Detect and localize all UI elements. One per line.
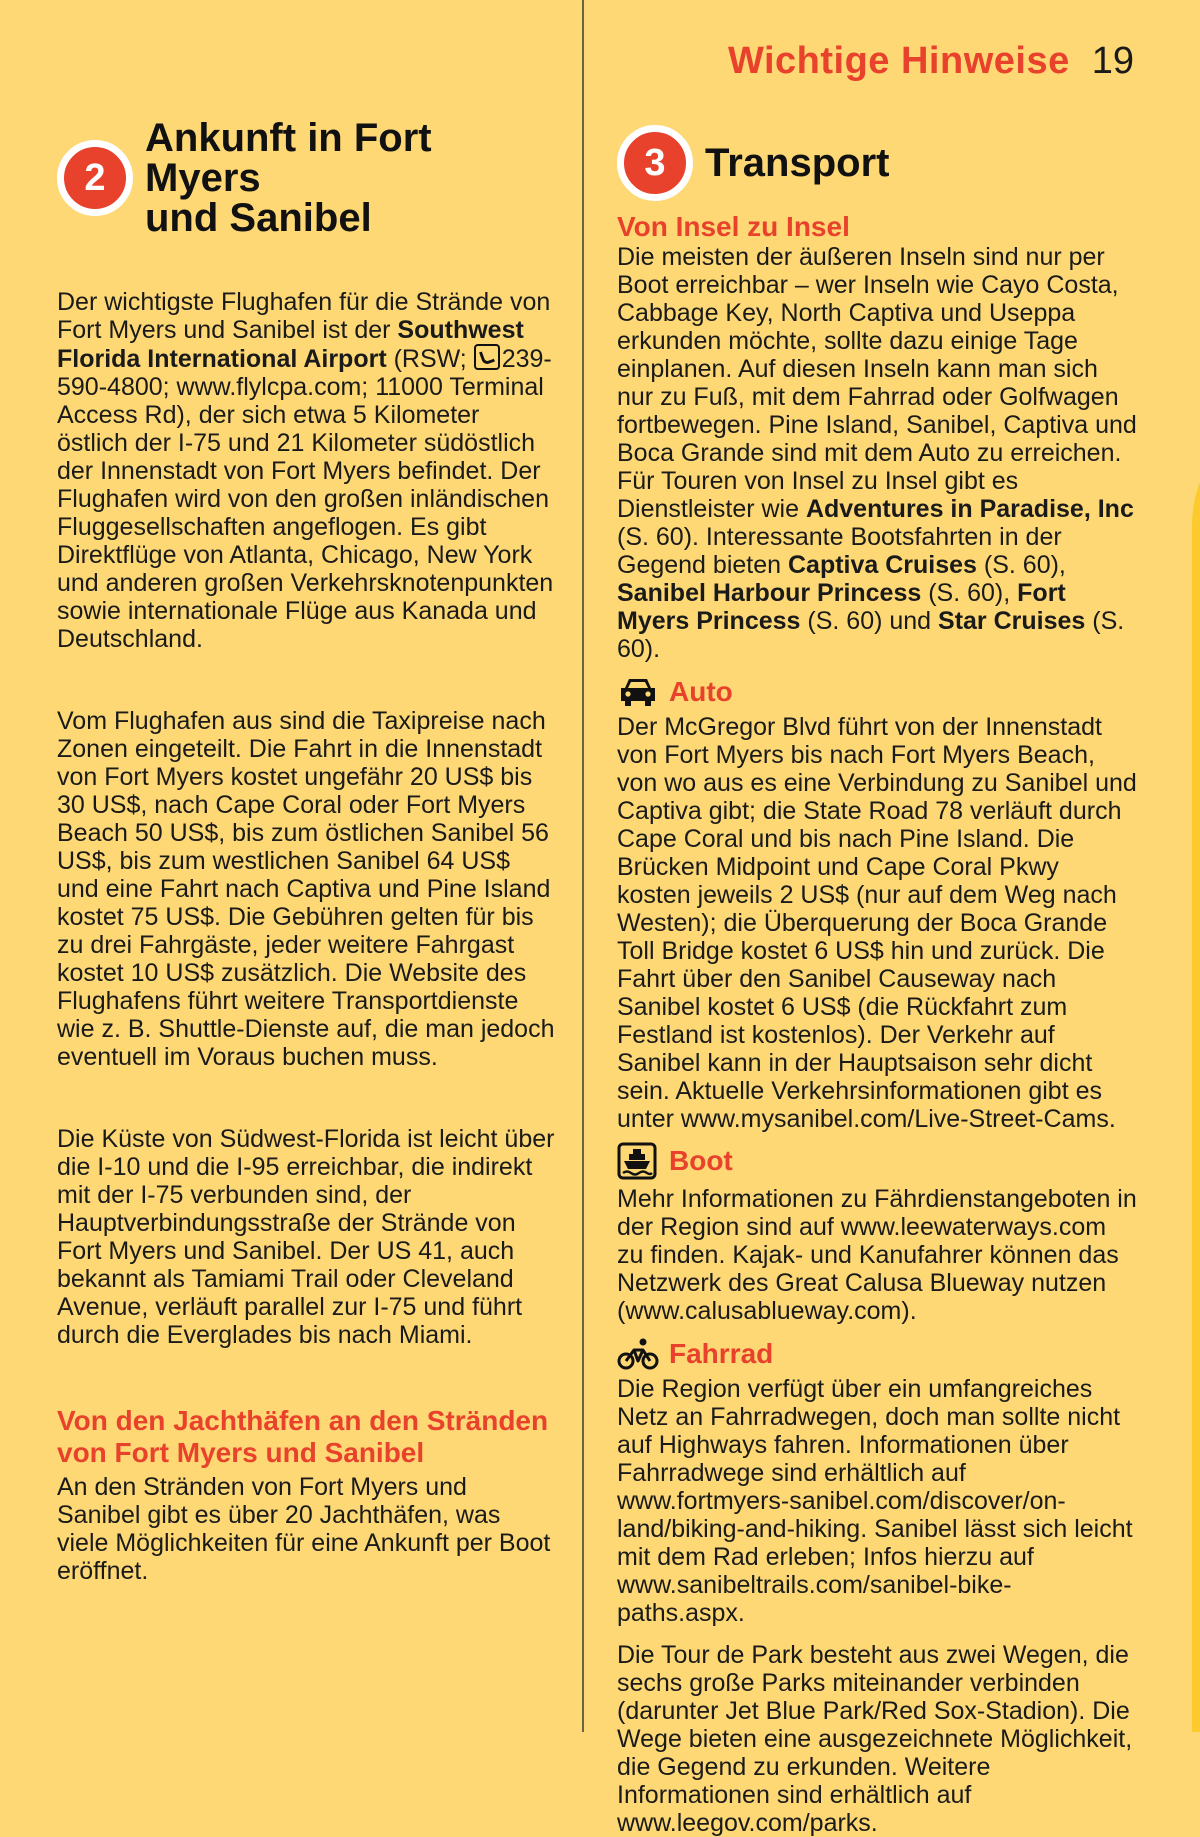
operator-star-cruises: Star Cruises xyxy=(938,607,1086,635)
column-divider xyxy=(582,0,584,1732)
edge-decoration xyxy=(1192,405,1200,1732)
island-paragraph xyxy=(617,243,1137,663)
bicycle-heading-row xyxy=(617,1337,1137,1371)
phone-icon xyxy=(474,344,500,370)
bicycle-heading: Fahrrad xyxy=(669,1338,774,1369)
island-text-4: (S. 60), xyxy=(921,579,1018,607)
boat-heading: Boot xyxy=(669,1145,733,1176)
section-arrival-header xyxy=(57,118,557,238)
airport-text-code: (RSW; xyxy=(386,345,474,373)
airport-name: Southwest Florida International Airport xyxy=(57,316,524,373)
island-text-1: Die meisten der äußeren Inseln sind nur per Boot erreichbar – wer Inseln wie Cayo Costa, Cabbage Key, North Captiva und Useppa erkunden möchte, sollte dazu einige Tage einplanen. Auf diesen Inseln kann man sich nur zu Fuß, mit dem Fahrrad oder Golfwagen fortbewegen. Pine Island, Sanibel, Captiva und Boca Grande sind mit dem Auto zu erreichen. Für Touren von Insel zu Insel gibt es Dienstleister wie xyxy=(617,243,1137,523)
highway-paragraph: Die Küste von Südwest-Florida ist leicht über die I-10 und die I-95 erreichbar, die indirekt mit der I-75 verbunden sind, der Hauptverbindungsstraße der Strände von Fort Myers und Sanibel. Der US 41, auch bekannt als Tamiami Trail oder Cleveland Avenue, verläuft parallel zur I-75 und führt durch die Everglades bis nach Miami. xyxy=(57,1125,555,1349)
island-text-2: (S. 60). Interessante Bootsfahrten in der Gegend bieten xyxy=(617,523,1062,579)
marinas-heading: Von den Jachthäfen an den Stränden von Fort Myers und Sanibel xyxy=(57,1405,549,1468)
operator-adventures: Adventures in Paradise, Inc xyxy=(805,495,1134,523)
boat-paragraph: Mehr Informationen zu Fährdienstangeboten in der Region sind auf www.leewaterways.com zu finden. Kajak- und Kanufahrer können das Netzwerk des Great Calusa Blueway nutzen (www.calusablueway.com). xyxy=(617,1185,1137,1325)
airport-paragraph xyxy=(57,288,557,653)
airport-text-details: 239-590-4800; www.flylcpa.com; 11000 Terminal Access Rd), der sich etwa 5 Kilometer östlich der I-75 und 21 Kilometer südöstlich der Innenstadt von Fort Myers befindet. Der Flughafen wird von den großen inländischen Fluggesellschaften angeflogen. Es gibt Direktflüge von Atlanta, Chicago, New York und anderen großen Verkehrsknotenpunkten sowie internationale Flüge aus Kanada und Deutschland. xyxy=(57,345,554,653)
operator-fort-myers-princess: Fort Myers Princess xyxy=(617,579,1066,635)
island-heading: Von Insel zu Insel xyxy=(617,211,850,242)
section-transport xyxy=(617,125,1137,1837)
section-arrival xyxy=(57,118,557,1585)
airport-text-intro: Der wichtigste Flughafen für die Strände von Fort Myers und Sanibel ist der xyxy=(57,288,551,344)
section-transport-header xyxy=(617,125,1137,201)
boat-heading-row xyxy=(617,1141,1137,1181)
section-number-badge: 3 xyxy=(617,125,693,201)
car-paragraph: Der McGregor Blvd führt von der Innenstadt von Fort Myers bis nach Fort Myers Beach, von wo aus es eine Verbindung zu Sanibel und Captiva gibt; die State Road 78 verläuft durch Cape Coral und bis nach Pine Island. Die Brücken Midpoint und Cape Coral Pkwy kosten jeweils 2 US$ (nur auf dem Weg nach Westen); die Überquerung der Boca Grande Toll Bridge kostet 6 US$ hin und zurück. Die Fahrt über den Sanibel Causeway nach Sanibel kostet 6 US$ (die Rückfahrt zum Festland ist kostenlos). Der Verkehr auf Sanibel kann in der Hauptsaison sehr dicht sein. Aktuelle Verkehrsinformationen gibt es unter www.mysanibel.com/Live-Street-Cams. xyxy=(617,713,1137,1133)
island-text-6: (S. 60). xyxy=(617,607,1125,663)
car-icon xyxy=(617,675,659,709)
bicycle-paragraph-1: Die Region verfügt über ein umfangreiches Netz an Fahrradwegen, doch man sollte nicht auf Highways fahren. Informationen über Fahrradwege sind erhältlich auf www.fortmyers-sanibel.com/discover/on-land/biking-and-hiking. Sanibel lässt sich leicht mit dem Rad erleben; Infos hierzu auf www.sanibeltrails.com/sanibel-bike-paths.aspx. xyxy=(617,1375,1133,1627)
bicycle-paragraph-2: Die Tour de Park besteht aus zwei Wegen, die sechs große Parks miteinander verbinden (darunter Jet Blue Park/Red Sox-Stadion). Die Wege bieten eine ausgezeichnete Möglichkeit, die Gegend zu erkunden. Weitere Informationen sind erhältlich auf www.leegov.com/parks. xyxy=(617,1641,1133,1837)
section-title-line1: Ankunft in Fort Myers xyxy=(145,116,432,200)
island-text-3: (S. 60), xyxy=(976,551,1066,579)
car-heading: Auto xyxy=(669,676,733,707)
boat-icon xyxy=(617,1141,659,1181)
operator-captiva-cruises: Captiva Cruises xyxy=(787,551,977,579)
section-transport-title: Transport xyxy=(705,141,890,185)
section-arrival-title xyxy=(145,118,557,238)
marinas-paragraph: An den Stränden von Fort Myers und Sanibel gibt es über 20 Jachthäfen, was viele Möglichkeiten für eine Ankunft per Boot eröffnet. xyxy=(57,1473,551,1585)
island-text-5: (S. 60) und xyxy=(800,607,939,635)
section-number-badge: 2 xyxy=(57,140,133,216)
operator-sanibel-harbour: Sanibel Harbour Princess xyxy=(617,579,922,607)
page-header xyxy=(728,40,1134,83)
page-number: 19 xyxy=(1091,40,1134,82)
taxi-paragraph: Vom Flughafen aus sind die Taxipreise nach Zonen eingeteilt. Die Fahrt in die Innenstadt von Fort Myers kostet ungefähr 20 US$ bis 30 US$, nach Cape Coral oder Fort Myers Beach 50 US$, bis zum östlichen Sanibel 56 US$, bis zum westlichen Sanibel 64 US$ und eine Fahrt nach Captiva und Pine Island kostet 75 US$. Die Gebühren gelten für bis zu drei Fahrgäste, jeder weitere Fahrgast kostet 10 US$ zusätzlich. Die Website des Flughafens führt weitere Transportdienste wie z. B. Shuttle-Dienste auf, die man jedoch eventuell im Voraus buchen muss. xyxy=(57,707,555,1071)
section-title-line2: und Sanibel xyxy=(145,196,372,240)
car-heading-row xyxy=(617,675,1137,709)
bicycle-icon xyxy=(617,1337,659,1371)
running-section-title: Wichtige Hinweise xyxy=(727,40,1070,82)
